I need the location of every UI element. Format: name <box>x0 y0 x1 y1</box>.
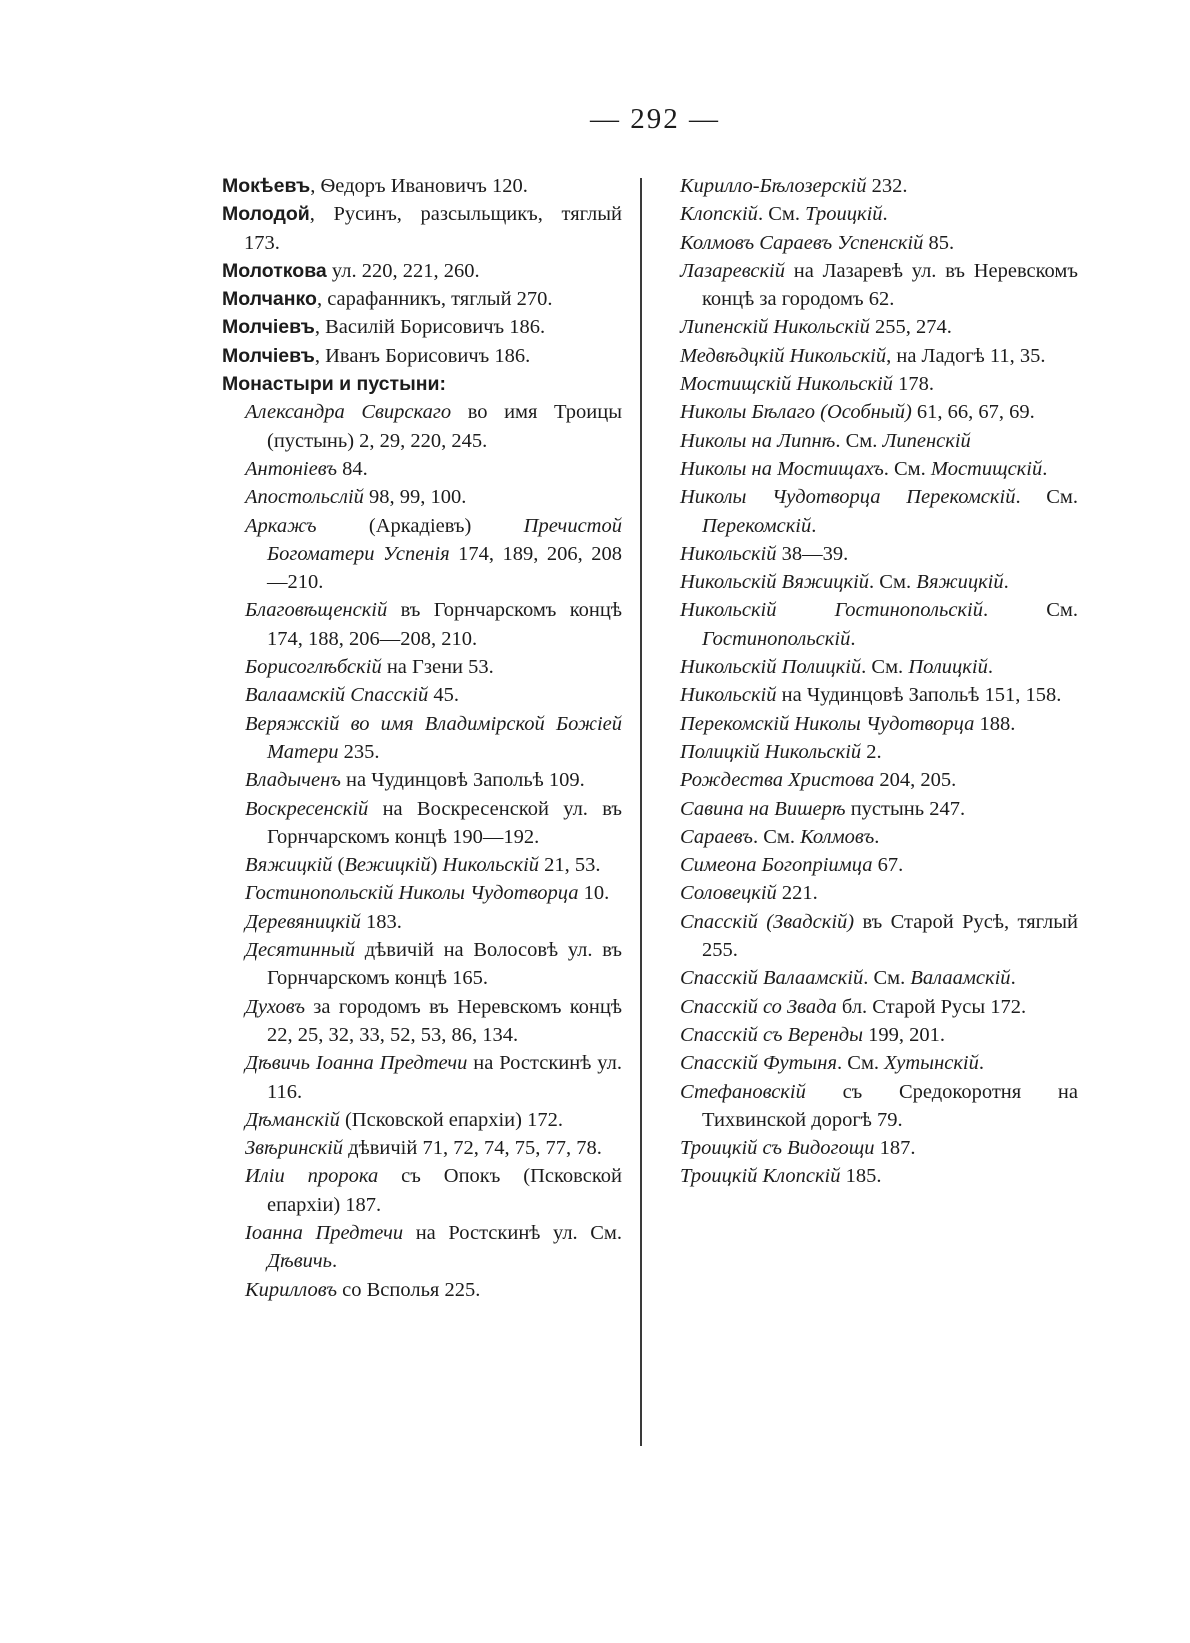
monastery-name: Сараевъ <box>680 825 753 848</box>
entry-text: 61, 66, 67, 69. <box>911 401 1035 424</box>
monastery-entry <box>680 993 1078 1021</box>
monastery-name: Iоанна Предтечи <box>245 1221 404 1244</box>
monastery-entry <box>680 342 1078 370</box>
monastery-entry <box>222 710 622 767</box>
monastery-name: Пречистой Богоматери Успенiя <box>267 514 622 565</box>
monastery-name: Апостольслiй <box>245 486 364 509</box>
monastery-name: Спасскiй съ Веренды <box>680 1023 864 1046</box>
entry-text: , Русинъ, разсыльщикъ, тяглый 173. <box>244 203 622 254</box>
monastery-entry <box>222 1049 622 1106</box>
entry-text: . <box>882 203 888 226</box>
monastery-name: Гостинопольскiй <box>702 627 851 650</box>
entry-text: дѣвичiй на Волосовѣ ул. въ Горнчарскомъ концѣ 165. <box>267 939 622 990</box>
monastery-name: Валаамскiй <box>910 967 1011 990</box>
entry-text: ) <box>430 854 443 877</box>
entry-text: . <box>331 1250 338 1273</box>
monastery-name: Гостинопольскiй Николы Чудотворца <box>245 882 579 905</box>
monastery-entry <box>222 1162 622 1219</box>
entry-text: ( <box>332 854 345 877</box>
entry-text: . См. <box>835 429 883 452</box>
monastery-name: Никольскiй <box>442 854 540 877</box>
entry-text: на Ростскинѣ ул. См. <box>403 1221 623 1244</box>
monastery-entry <box>680 483 1078 540</box>
entry-text: . <box>850 627 856 650</box>
left-column <box>222 172 622 1304</box>
monastery-name: Илiи пророка <box>245 1165 379 1188</box>
entry-text: въ Старой Русѣ, тяглый 255. <box>702 910 1078 962</box>
monastery-entry <box>680 596 1078 653</box>
entry-text: 10. <box>578 882 610 905</box>
entry-text: . <box>811 514 817 537</box>
entry-text: . <box>1042 457 1048 480</box>
monastery-name: Антонiевъ <box>245 457 337 480</box>
entry-text: на Лазаревѣ ул. въ Неревскомъ концѣ за городомъ 62. <box>702 259 1078 311</box>
entry-text: . См. <box>869 571 917 594</box>
entry-text: , Василiй Борисовичъ 186. <box>314 316 546 339</box>
monastery-name: Колмовъ Сараевъ Успенскiй <box>680 231 924 254</box>
entry-text: . См. <box>757 203 806 226</box>
monastery-entry <box>222 653 622 681</box>
entry-text: . См. <box>837 1052 885 1075</box>
monastery-name: Рождества Христова <box>680 769 875 792</box>
monastery-entry <box>222 483 622 511</box>
entry-text: дѣвичiй 71, 72, 74, 75, 77, 78. <box>343 1137 602 1160</box>
entry-text: 2. <box>861 740 882 763</box>
monastery-entry <box>222 851 622 879</box>
entry-heading: Мокѣевъ <box>222 175 311 197</box>
entry-text: 84. <box>336 457 368 480</box>
monastery-name: Спасскiй (Звадскiй) <box>680 910 855 933</box>
entry-text: 67. <box>872 854 904 877</box>
index-entry <box>222 200 622 257</box>
monastery-entry <box>680 172 1078 200</box>
entry-text: съ Средокоротня на Тихвинской дорогѣ 79. <box>702 1080 1078 1131</box>
monastery-entry <box>222 512 622 597</box>
entry-text: 255, 274. <box>869 316 952 339</box>
entry-text: (Аркадiевъ) <box>316 514 524 537</box>
monastery-name: Кирилло-Бѣлозерскiй <box>680 175 867 197</box>
monastery-entry <box>680 257 1078 314</box>
monastery-entry <box>680 540 1078 568</box>
entry-text: 183. <box>360 910 402 933</box>
entry-text: на Чудинцовѣ Запольѣ 109. <box>340 769 585 792</box>
monastery-entry <box>222 879 622 907</box>
column-divider <box>640 178 642 1446</box>
monastery-name: Стефановскiй <box>680 1080 806 1103</box>
entry-text: . См. <box>752 825 801 848</box>
entry-text: за городомъ въ Неревскомъ концѣ 22, 25, 32, 33, 52, 53, 86, 134. <box>267 995 622 1046</box>
entry-text: . См. <box>883 457 931 480</box>
monastery-entry <box>680 653 1078 681</box>
monastery-entry <box>680 1134 1078 1162</box>
monastery-name: Клопскiй <box>680 203 758 226</box>
entry-text: со Вcполья 225. <box>337 1278 481 1301</box>
monastery-name: Спасскiй со Звада <box>680 995 837 1018</box>
monastery-entry <box>222 1134 622 1162</box>
monastery-name: Троицкiй съ Видогощи <box>680 1137 875 1160</box>
monastery-name: Липенскiй Никольскiй <box>680 316 870 339</box>
monastery-name: Десятинный <box>245 939 356 962</box>
monastery-entry <box>680 766 1078 794</box>
entry-heading: Молчанко <box>222 288 317 311</box>
monastery-name: Николы Чудотворца Перекомскiй <box>680 486 1016 509</box>
monastery-name: Никольскiй Вяжицкiй <box>680 571 870 594</box>
index-entry <box>222 285 622 313</box>
entry-text: 221. <box>776 882 818 905</box>
monastery-entry <box>680 1078 1078 1135</box>
monastery-entry <box>680 229 1078 257</box>
monastery-name: Вяжицкiй <box>916 571 1004 594</box>
monastery-entry <box>680 964 1078 992</box>
entry-text: 232. <box>866 175 908 197</box>
entry-text: на Воскресенской ул. въ Горнчарскомъ концѣ 190—192. <box>267 797 622 848</box>
entry-text: 185. <box>840 1165 882 1188</box>
entry-text: въ Горнчарскомъ концѣ 174, 188, 206—208, 210. <box>267 599 622 650</box>
monastery-name: Симеона Богопрiимца <box>680 854 873 877</box>
monastery-name: Савина на Вишерѣ <box>680 797 846 820</box>
monastery-entry <box>222 1219 622 1276</box>
entry-text: на Гзени 53. <box>381 656 494 679</box>
entry-text: , Ѳедоръ Ивановичъ 120. <box>310 175 528 197</box>
monastery-entry <box>680 851 1078 879</box>
monastery-name: Никольскiй <box>680 684 777 707</box>
monastery-name: Владыченъ <box>245 769 341 792</box>
entry-text: ул. 220, 221, 260. <box>326 259 480 282</box>
entry-text: во имя Троицы (пустынь) 2, 29, 220, 245. <box>267 401 622 452</box>
entry-text: 235. <box>338 740 380 763</box>
monastery-entry <box>680 738 1078 766</box>
monastery-name: Троицкiй Клопскiй <box>680 1165 841 1188</box>
entry-text: 199, 201. <box>863 1023 946 1046</box>
monastery-entry <box>680 398 1078 426</box>
entry-text: 38—39. <box>776 542 849 565</box>
monastery-name: Мостищскiй <box>930 457 1043 480</box>
entry-text: . См. <box>863 967 911 990</box>
monastery-entry <box>680 795 1078 823</box>
monastery-entry <box>680 1162 1078 1190</box>
monastery-entry <box>222 1276 622 1304</box>
monastery-name: Вежицкiй <box>344 854 431 877</box>
entry-text: . См. <box>1015 486 1079 509</box>
monastery-name: Никольскiй Полицкiй <box>680 656 862 679</box>
entry-text: 45. <box>428 684 459 707</box>
monastery-entry <box>680 710 1078 738</box>
monastery-name: Полицкiй Никольскiй <box>680 740 862 763</box>
monastery-name: Аркажъ <box>245 514 317 537</box>
entry-text: 174, 189, 206, 208—210. <box>267 542 622 594</box>
monastery-name: Троицкiй <box>805 203 883 226</box>
entry-text: . <box>987 656 993 679</box>
monastery-name: Борисоглѣбскiй <box>245 656 382 679</box>
monastery-entry <box>680 427 1078 455</box>
monastery-entry <box>222 766 622 794</box>
monastery-name: Перекомскiй Николы Чудотворца <box>680 712 975 735</box>
monastery-entry <box>222 596 622 653</box>
monastery-name: Лазаревскiй <box>680 259 785 282</box>
entry-text: на Чудинцовѣ Запольѣ 151, 158. <box>776 684 1062 707</box>
entry-text: . См. <box>861 656 909 679</box>
monastery-name: Веряжскiй во имя Владимiрской Божiей Матери <box>245 712 622 763</box>
monastery-entry <box>680 1049 1078 1077</box>
entry-text: . <box>874 825 880 848</box>
monastery-name: Никольскiй <box>680 542 777 565</box>
monastery-entry <box>680 370 1078 398</box>
monastery-entry <box>222 455 622 483</box>
monastery-name: Медвѣдцкiй Никольскiй <box>680 344 887 367</box>
entry-text: съ Опокъ (Псковской епархiи) 187. <box>267 1165 622 1216</box>
monastery-entry <box>680 455 1078 483</box>
monastery-name: Деревяницкiй <box>245 910 361 933</box>
index-entry <box>222 172 622 200</box>
entry-text: 98, 99, 100. <box>363 486 467 509</box>
entry-text: 204, 205. <box>874 769 957 792</box>
entry-text: . <box>1003 571 1009 594</box>
entry-heading: Монастыри и пустыни: <box>222 373 446 396</box>
monastery-name: Воскресенскiй <box>245 797 369 820</box>
index-entry <box>222 313 622 341</box>
entry-text: бл. Старой Русы 172. <box>836 995 1027 1018</box>
monastery-name: Перекомскiй <box>702 514 812 537</box>
entry-text: на Ростскинѣ ул. 116. <box>267 1052 622 1103</box>
monastery-name: Мостищскiй Никольскiй <box>680 373 893 396</box>
entry-heading: Молоткова <box>222 259 327 282</box>
monastery-entry <box>222 398 622 455</box>
monastery-entry <box>680 200 1078 228</box>
monastery-entry <box>680 879 1078 907</box>
index-entry <box>222 257 622 285</box>
entry-text: . <box>978 1052 984 1075</box>
monastery-name: Кирилловъ <box>245 1278 338 1301</box>
index-entry <box>222 370 622 398</box>
monastery-entry <box>680 568 1078 596</box>
monastery-entry <box>222 936 622 993</box>
monastery-entry <box>680 823 1078 851</box>
entry-heading: Молчiевъ <box>222 316 315 339</box>
monastery-entry <box>222 993 622 1050</box>
monastery-name: Соловецкiй <box>680 882 777 905</box>
monastery-name: Спасскiй Футыня <box>680 1052 838 1075</box>
entry-text: . См. <box>982 599 1078 622</box>
monastery-name: Дѣвичь <box>267 1250 332 1273</box>
entry-text: (Псковской епархiи) 172. <box>339 1108 563 1131</box>
monastery-entry <box>680 313 1078 341</box>
monastery-name: Хутынскiй <box>884 1052 979 1075</box>
entry-text: , сарафанникъ, тяглый 270. <box>316 288 553 311</box>
entry-text: 178. <box>892 373 934 396</box>
entry-heading: Молчiевъ <box>222 344 315 367</box>
entry-text: , Иванъ Борисовичъ 186. <box>314 344 531 367</box>
entry-text: 85. <box>923 231 955 254</box>
monastery-entry <box>222 908 622 936</box>
monastery-name: Вяжицкiй <box>245 854 333 877</box>
entry-text: . <box>1010 967 1016 990</box>
entry-text: 188. <box>974 712 1016 735</box>
monastery-name: Николы Бѣлаго (Особный) <box>680 401 912 424</box>
monastery-name: Духовъ <box>245 995 305 1018</box>
monastery-name: Спасскiй Валаамскiй <box>680 967 864 990</box>
monastery-name: Дѣвичь Iоанна Предтечи <box>245 1052 468 1075</box>
monastery-entry <box>680 681 1078 709</box>
index-entry <box>222 342 622 370</box>
monastery-entry <box>680 908 1078 965</box>
monastery-name: Колмовъ <box>800 825 875 848</box>
monastery-name: Благовѣщенскiй <box>245 599 388 622</box>
monastery-name: Александра Свирскаго <box>245 401 452 424</box>
entry-text: 21, 53. <box>539 854 601 877</box>
monastery-entry <box>222 681 622 709</box>
entry-text: 187. <box>874 1137 916 1160</box>
right-column <box>680 172 1078 1191</box>
monastery-name: Липенскiй <box>882 429 971 452</box>
page-number: — 292 — <box>590 103 720 135</box>
entry-text: пустынь 247. <box>845 797 966 820</box>
monastery-entry <box>222 795 622 852</box>
monastery-name: Валаамскiй Спасскiй <box>245 684 429 707</box>
monastery-name: Николы на Мостищахъ <box>680 457 884 480</box>
monastery-entry <box>680 1021 1078 1049</box>
monastery-entry <box>222 1106 622 1134</box>
monastery-name: Звѣринскiй <box>245 1137 344 1160</box>
entry-heading: Молодой <box>222 203 310 226</box>
monastery-name: Никольскiй Гостинопольскiй <box>680 599 983 622</box>
monastery-name: Николы на Липнѣ <box>680 429 836 452</box>
monastery-name: Дѣманскiй <box>245 1108 340 1131</box>
entry-text: , на Ладогѣ 11, 35. <box>886 344 1046 367</box>
monastery-name: Полицкiй <box>908 656 988 679</box>
